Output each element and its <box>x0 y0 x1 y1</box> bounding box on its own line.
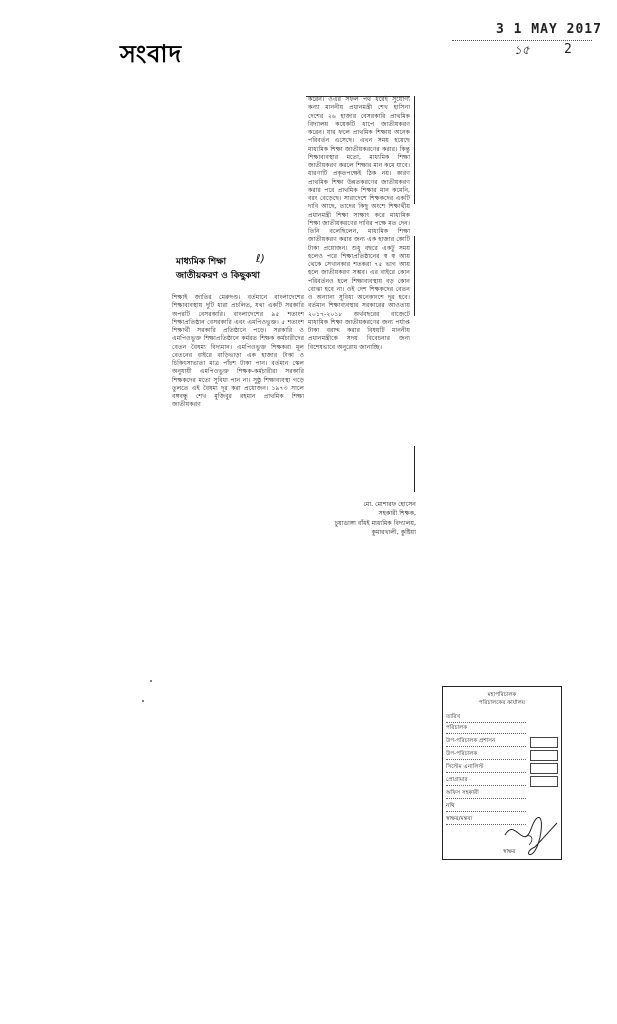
slip-row: উপ-পরিচালক <box>446 750 526 760</box>
stamp-date: 3 1 MAY 2017 <box>496 22 602 37</box>
slip-row: অফিস সহকারী <box>446 789 526 799</box>
newspaper-masthead: সংবাদ <box>120 39 183 68</box>
left-column-text: শিক্ষাই জাতির মেরুদণ্ড। বর্তমানে বাংলাদেশের শিক্ষাব্যবস্থায় দুটি ধারা প্রচলিত, যথা একটি সরকারি অপরটি বেসরকারি। বাংলাদেশের ৯৫ শতাংশ শিক্ষাপ্রতিষ্ঠান বেসরকারি এবং এমপিওভুক্ত। ৫ শতাংশ শিক্ষার্থী সরকারি প্রতিষ্ঠানে পড়ে। সরকারি ও এমপিওভুক্ত শিক্ষাপ্রতিষ্ঠানে কর্মরত শিক্ষক কর্মচারীদের বেতন বৈষম্য বিদ্যমান। এমপিওভুক্ত শিক্ষকরা মূল বেতনের বাইরে বাড়িভাড়া এক হাজার টাকা ও চিকিৎসাভাতা মাত্র পাঁচশ টাকা পান। বর্তমান স্কেল অনুযায়ী এমপিওভুক্ত শিক্ষক-কর্মচারীরা সরকারি শিক্ষকদের মতো সুবিধা পান না। সুষ্ঠু শিক্ষাব্যবস্থা গড়ে তুলতে এই বৈষম্য দূর করা প্রয়োজন। ১৯৭৩ সালে বঙ্গবন্ধু শেখ মুজিবুর রহমান প্রাথমিক শিক্ষা জাতীয়করণ <box>172 294 304 409</box>
slip-row: উপ-পরিচালক প্রশাসন <box>446 737 526 747</box>
article-title-line2: জাতীয়করণ ও কিছুকথা <box>176 270 260 281</box>
slip-row: তারিখ <box>446 713 526 723</box>
author-signature <box>312 500 416 537</box>
column-edge-line <box>414 236 415 316</box>
slip-row: সিস্টেম এনালিস্ট <box>446 763 526 773</box>
slip-row: স্বাক্ষর/মন্তব্য <box>446 815 526 825</box>
column-edge-line <box>414 446 415 492</box>
slip-header-line1: মহাপরিচালক <box>487 692 517 698</box>
article-left-column <box>172 294 304 410</box>
slip-checkbox <box>530 776 558 787</box>
column-rule <box>306 96 410 97</box>
author-location: কুমারখালী, কুষ্টিয়া <box>371 528 416 536</box>
margin-mark: ℓ) <box>256 252 265 265</box>
author-name: মো. মোশারফ হোসেন <box>363 501 416 508</box>
article-right-column <box>308 96 410 352</box>
stamp-divider <box>452 40 592 41</box>
slip-checkbox <box>530 750 558 761</box>
routing-slip <box>442 686 562 860</box>
slip-checkbox <box>530 737 558 748</box>
slip-header <box>443 687 561 708</box>
author-school: চুয়াডাঙ্গা বাঁধই মাধ্যমিক বিদ্যালয়, <box>334 519 416 527</box>
slip-header-line2: পরিচালকের কার্যালয় <box>478 700 526 707</box>
stamp-note-right: 2 <box>564 42 572 57</box>
slip-row: নথি <box>446 802 526 812</box>
right-column-text: করেন। ওএর সফল পথ ধরেই সুযোগ্য কন্যা মাননীয় প্রধানমন্ত্রী শেখ হাসিনা দেশের ২৬ হাজার বেসরকারি প্রাথমিক বিদ্যালয় কয়েকটি ধাপে জাতীয়করণ করেন। যার ফলে প্রাথমিক শিক্ষায় অনেক পরিবর্তন এসেছে। এখন সময় হয়েছে মাধ্যমিক শিক্ষা জাতীয়করণের করার। কিন্তু শিক্ষাব্যবস্থার মতো, মাধ্যমিক শিক্ষা জাতীয়করণ করলে শিক্ষার মান কমে যাবে। ধারণাটি প্রকৃতপক্ষেই ঠিক নয়। কারণ প্রাথমিক শিক্ষা উন্নতকরণের জাতীয়করণ করার পরে প্রাথমিক শিক্ষার মান কমেনি, বরং বেড়েছে। সারাদেশে শিক্ষকদের একটি দাবি আছে, তাদের কিছু অংশে শিক্ষার্থীয় প্রধানমন্ত্রী শিক্ষা সাক্ষাৎ করে মাধ্যমিক শিক্ষা জাতীয়করণের দাবির পক্ষে মত দেন। তিনি বলেছিলেন, মাধ্যমিক শিক্ষা জাতীয়করণ করার জন্য এক হাজার কোটি টাকা প্রয়োজন। শুধু বছরে একটু সময় হলেও পরে শিক্ষাপ্রতিষ্ঠানের স্ব স্ব আয় থেকে সেখানকার শতকরা ৭৫ ভাগ আয় হলে জাতীয়করণ সম্ভব। এর বাইরে কোন পরিবর্তনও হলে শিক্ষাব্যবস্থায় বড় কোন বোঝা হবে না। ওই দেশ শিক্ষকদের বেতন ও অন্যান্য সুবিধা অনেকাংশে দূর হবে। বর্তমান শিক্ষাব্যবস্থার সরকারের আওতায় ২০১৭-২০১৮ অর্থবছরের বাজেটে মাধ্যমিক শিক্ষা জাতীয়করণের জন্য পর্যাপ্ত টাকা বরাদ্দ করার বিষয়টি মাননীয় প্রধানমন্ত্রীকে সদয় বিবেচনার জন্য বিশেষভাবে অনুরোধ জানাচ্ছি। <box>308 96 410 351</box>
slip-signature-label: স্বাক্ষর <box>503 849 516 855</box>
article-title-line1: মাধ্যমিক শিক্ষা <box>176 257 227 267</box>
scan-speck <box>142 700 144 702</box>
stamp-note-left: ১৫ <box>514 43 530 57</box>
article-title <box>176 256 304 283</box>
date-stamp <box>452 18 602 64</box>
author-position: সহকারী শিক্ষক, <box>378 510 416 518</box>
scan-speck <box>150 680 152 682</box>
slip-checkbox <box>530 763 558 774</box>
slip-row: প্রোগ্রামার <box>446 776 526 786</box>
slip-row: পরিচালক <box>446 724 526 734</box>
column-edge-line <box>414 96 415 204</box>
